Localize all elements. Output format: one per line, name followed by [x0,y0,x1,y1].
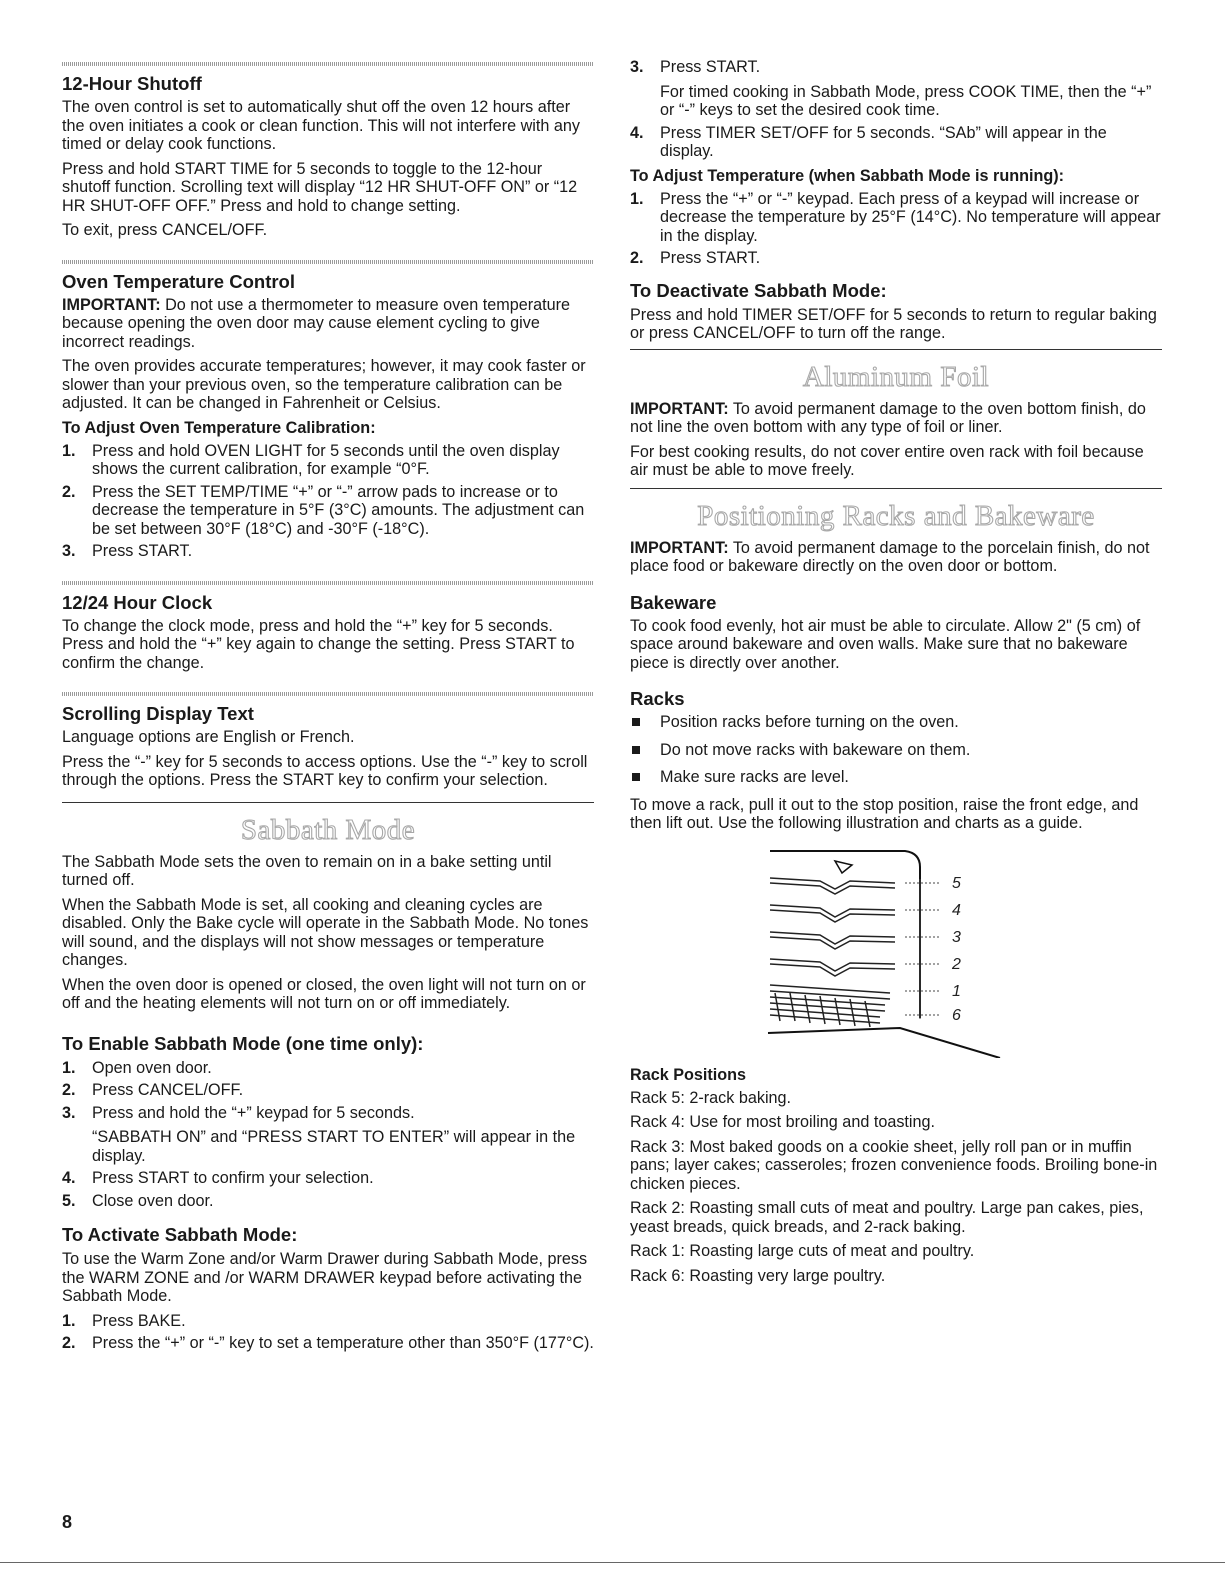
paragraph: To cook food evenly, hot air must be able to circulate. Allow 2" (5 cm) of space around bakeware and oven walls. Make sure that no bakeware piece is directly over another. [630,616,1141,672]
paragraph: Rack 4: Use for most broiling and toasting. [630,1113,936,1131]
list-item: 1. Press the “+” or “-” keypad. Each press of a keypad will increase or decrease the temperature by 25°F (14°C). No temperature will appear in the display. [630,189,1161,245]
sub-heading: To Deactivate Sabbath Mode: [630,279,887,301]
paragraph: IMPORTANT: To avoid permanent damage to the oven bottom finish, do not line the oven bottom with any type of foil or liner. [630,399,1146,436]
rack-label-2: 2 [952,955,961,973]
page-number: 8 [62,1512,73,1532]
list-item: 2. Press the SET TEMP/TIME “+” or “-” arrow pads to increase or to decrease the temperature in 5°F (3°C) amounts. The adjustment can be set between 30°F (18°C) and -30°F (-18°C). [62,482,585,538]
rack-positions-illustration [630,843,1162,1058]
section-divider [62,802,594,803]
section-divider [62,692,594,696]
list-item: Do not move racks with bakeware on them. [630,741,1162,760]
list-item: 1. Press BAKE. [62,1311,186,1330]
list-item: 5. Close oven door. [62,1191,214,1210]
paragraph: Press the “-” key for 5 seconds to access options. Use the “-” key to scroll through the options. Press the START key to confirm your selection. [62,752,588,789]
sub-heading: To Enable Sabbath Mode (one time only): [62,1032,424,1054]
list-item: 2. Press CANCEL/OFF. [62,1081,244,1099]
section-title-clock: 12/24 Hour Clock [62,591,213,613]
oven-rack-diagram [630,843,1162,1058]
paragraph: Rack 2: Roasting small cuts of meat and poultry. Large pan cakes, pies, yeast breads, quick breads, and 2-rack baking. [630,1199,1144,1236]
paragraph: The Sabbath Mode sets the oven to remain on in a bake setting until turned off. [62,852,552,889]
section-divider [630,349,1162,350]
section-title-sabbath-mode: Sabbath Mode [240,813,416,846]
paragraph: Press and hold START TIME for 5 seconds to toggle to the 12-hour shutoff function. Scrolling text will display “12 HR SHUT-OFF ON” or “12 HR SHUT-OFF OFF.” Press and hold to change setting. [62,159,578,215]
list-item: 4. Press START to confirm your selection. [62,1169,374,1187]
bullet-icon [632,746,640,754]
paragraph: IMPORTANT: Do not use a thermometer to measure oven temperature because opening the oven door may cause element cycling to give incorrect readings. [62,295,570,351]
paragraph: Rack 6: Roasting very large poultry. [630,1266,886,1285]
paragraph: Rack 1: Roasting large cuts of meat and poultry. [630,1242,975,1260]
paragraph: Rack 5: 2-rack baking. [630,1088,792,1107]
section-divider [62,62,594,66]
section-title-positioning-racks-and-bakeware: Positioning Racks and Bakeware [697,499,1095,532]
important-label: IMPORTANT: [62,295,161,314]
steps-list [630,58,1162,161]
list-item: 1. Open oven door. [62,1058,212,1077]
important-label: IMPORTANT: [630,399,729,418]
list-item: 4. Press TIMER SET/OFF for 5 seconds. “SAb” will appear in the display. [630,123,1107,160]
list-item: 3. Press START. [62,542,193,560]
steps-list [630,190,1162,268]
paragraph: Rack 3: Most baked goods on a cookie sheet, jelly roll pan or in muffin pans; layer cakes; casseroles; frozen convenience foods. Broiling bone-in chicken pieces. [630,1137,1158,1193]
section-title-scrolling-display-text: Scrolling Display Text [62,703,254,724]
section-title-bakeware: Bakeware [630,591,717,613]
important-label: IMPORTANT: [630,538,729,557]
paragraph: The oven provides accurate temperatures; however, it may cook faster or slower than your previous oven, so the temperature calibration can be adjusted. It can be changed in Fahrenheit or Celsius. [62,357,586,412]
rack-label-5: 5 [952,874,961,892]
section-divider [630,488,1162,489]
paragraph: To change the clock mode, press and hold the “+” key for 5 seconds. Press and hold the “+” key again to change the setting. Press START to confirm the change. [62,616,575,672]
bullet-list [630,713,1162,787]
section-divider [62,260,594,264]
list-item: 2. Press the “+” or “-” key to set a temperature other than 350°F (177°C). [62,1334,594,1352]
section-title-oven-temperature-control: Oven Temperature Control [62,270,296,292]
paragraph: IMPORTANT: To avoid permanent damage to the porcelain finish, do not place food or bakeware directly on the oven door or bottom. [630,538,1150,575]
section-title-12-hour-shutoff: 12-Hour Shutoff [62,73,202,94]
list-item: Make sure racks are level. [630,768,1162,787]
bullet-icon [632,718,640,726]
paragraph: Press and hold TIMER SET/OFF for 5 seconds to return to regular baking or press CANCEL/OFF to turn off the range. [630,305,1157,342]
paragraph: For best cooking results, do not cover entire oven rack with foil because air must be able to move freely. [630,442,1144,479]
paragraph: To move a rack, pull it out to the stop position, raise the front edge, and then lift out. Use the following illustration and charts as a guide. [630,795,1139,832]
steps-list [62,1312,594,1353]
steps-list [62,1059,594,1211]
sub-heading: Rack Positions [630,1065,747,1084]
left-column [62,62,594,1359]
list-item: 1. Press and hold OVEN LIGHT for 5 seconds until the oven display shows the current calibration, for example “0°F. [62,441,560,478]
rack-label-4: 4 [952,901,961,919]
right-column [630,58,1162,1291]
paragraph: To exit, press CANCEL/OFF. [62,221,268,239]
page-bottom-rule [0,1562,1225,1563]
section-title-racks: Racks [630,688,685,709]
list-item: Position racks before turning on the oven. [630,713,1162,732]
section-divider [62,581,594,585]
sub-heading: To Adjust Oven Temperature Calibration: [62,418,376,437]
paragraph: When the oven door is opened or closed, the oven light will not turn on or off and the heating elements will not turn on or off immediately. [62,975,586,1012]
rack-guides [905,879,940,1019]
bullet-icon [632,773,640,781]
racks [770,878,895,1027]
list-item: 3. Press START. For timed cooking in Sabbath Mode, press COOK TIME, then the “+” or “-” keys to set the desired cook time. [630,58,1152,119]
list-item: 3. Press and hold the “+” keypad for 5 seconds. “SABBATH ON” and “PRESS START TO ENTER” will appear in the display. [62,1103,576,1165]
paragraph: The oven control is set to automatically shut off the oven 12 hours after the oven initiates a cook or clean function. This will not interfere with any timed or delay cook functions. [62,98,580,153]
list-item: 2. Press START. [630,249,761,267]
rack-label-1: 1 [952,982,961,1000]
steps-list [62,442,594,561]
paragraph: To use the Warm Zone and/or Warm Drawer during Sabbath Mode, press the WARM ZONE and /or WARM DRAWER keypad before activating the Sabbath Mode. [62,1250,588,1305]
section-title-aluminum-foil: Aluminum Foil [802,360,990,393]
rack-label-6: 6 [952,1006,961,1024]
paragraph: When the Sabbath Mode is set, all cooking and cleaning cycles are disabled. Only the Bake cycle will operate in the Sabbath Mode. No tones will sound, and the displays will not show messages or temperature changes. [62,895,589,969]
sub-heading: To Activate Sabbath Mode: [62,1224,298,1245]
paragraph: Language options are English or French. [62,728,355,746]
sub-heading: To Adjust Temperature (when Sabbath Mode is running): [630,166,1065,185]
rack-label-3: 3 [952,928,961,946]
